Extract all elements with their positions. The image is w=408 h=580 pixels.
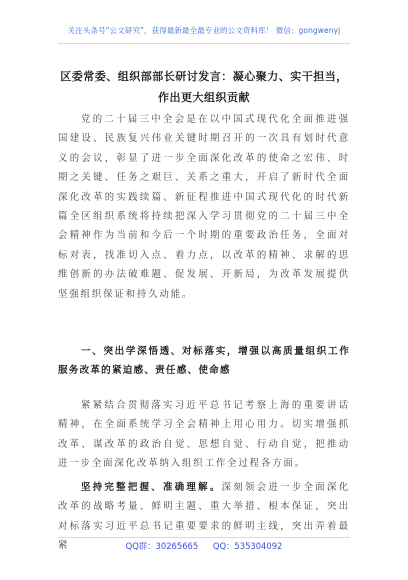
footer-contact: [0, 540, 408, 552]
footer-divider: [58, 537, 350, 538]
header-divider: [58, 43, 350, 44]
document-title-line-2: 作出更大组织贡献: [158, 91, 250, 104]
promo-header-text[interactable]: 关注头条号“公文研究”，获得最新最全最专业的公文资料库！ 微信：gongwenyj: [67, 26, 341, 35]
document-title-line-1: 区委常委、组织部部长研讨发言：凝心聚力、实干担当，: [60, 70, 348, 83]
body-paragraph-1: 党的二十届三中全会是在以中国式现代化全面推进强国建设、民族复兴伟业关键时期召开的一次具有划时代意义的会议，彰显了进一步全面深化改革的使命之宏伟、时期之关键、任务之艰巨、关系之重大，开启了新时代全面深化改革的实践续篇、新征程推进中国式现代化的时代新篇全区组织系统将持续把深入学习贯彻党的二十届三中全会精神作为当前和今后一个时期的重要政治任务，全面对标对表，找准切入点、着力点，以改革的精神、求解的思维创新的办法破难题、促发展、开新局，为改革发展提供坚强组织保证和持久动能。: [58, 114, 350, 300]
section-heading-1: 一、突出学深悟透、对标落实，增强以高质量组织工作服务改革的紧迫感、责任感、使命感: [58, 346, 350, 377]
footer-qq-group[interactable]: QQ群：30265665: [125, 541, 199, 551]
body-paragraph-2: 紧紧结合贯彻落实习近平总书记考察上海的重要讲话精神，在全面系统学习全会精神上用心用力。切实增强抓改革、谋改革的政治自觉、思想自觉、行动自觉，把推动进一步全面深化改革纳入组织工作全过程各方面。: [58, 400, 350, 470]
paragraph-3-text: 深刻领会进一步全面深化改革的战略考量、鲜明主题、重大举措、根本保证，突出对标落实习近平总书记重要要求的鲜明主线，突出弄着最紧: [58, 482, 350, 552]
paragraph-3-bold-lead: 坚持完整把握、准确理解。: [81, 482, 222, 493]
footer-qq-number[interactable]: QQ：535304092: [212, 541, 283, 551]
